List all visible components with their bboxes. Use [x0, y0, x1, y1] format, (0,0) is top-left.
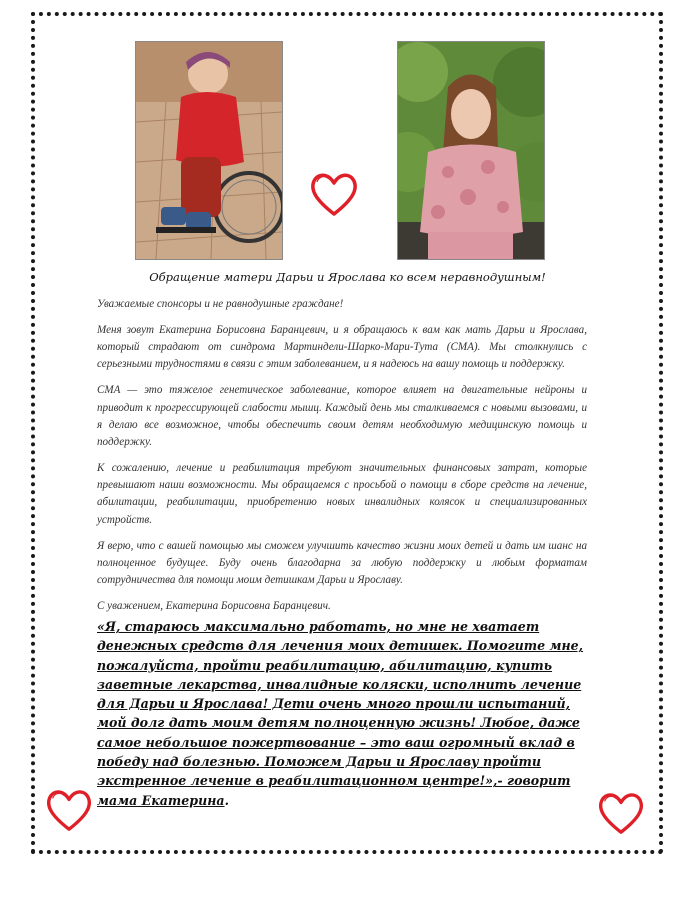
quote-end: .	[224, 792, 229, 808]
paragraph: Я верю, что с вашей помощью мы сможем улучшить качество жизни моих детей и дать им шанс на полноценное будущее. Буду очень благодарна за любую поддержку и любым форматам сотрудничества для помощи моим детишкам Дарьи и Ярославу.	[97, 539, 587, 587]
photo-yaroslav	[135, 41, 283, 260]
paragraph: Меня зовут Екатерина Борисовна Баранцевич, и я обращаюсь к вам как мать Дарьи и Ярослава, который страдают от синдрома Мартиндели-Шарко-Мари-Тута (СМА). Мы столкнулись с серьезными трудностями в связи с этим заболеванием, и я надеюсь на вашу помощь и поддержку.	[97, 324, 587, 371]
letter-body	[97, 296, 587, 624]
photo-daria	[397, 41, 545, 260]
heart-icon	[596, 788, 646, 838]
paragraph: К сожалению, лечение и реабилитация требуют значительных финансовых затрат, которые превышают наши возможности. Мы обращаемся с просьбой о помощи в сборе средств на лечение, абилитации, реабилитации, приобретению новых инвалидных колясок и специализированных устройств.	[97, 462, 587, 526]
quote-text: «Я, стараюсь максимально работать, но мне не хватает денежных средств для лечения моих детишек. Помогите мне, пожалуйста, пройти реабилитацию, абилитацию, купить заветные лекарства, инвалидные коляски, исполнить лечение для Дарьи и Ярослава! Дети очень много прошли испытаний, мой долг дать моим детям полноценную жизнь! Любое, даже самое небольшое пожертвование – это ваш огромный вклад в победу над болезнью. Поможем Дарьи и Ярославу пройти экстренное лечение в реабилитационном центре!»,- говорит мама Екатерина	[97, 619, 584, 808]
signature: С уважением, Екатерина Борисовна Баранцевич.	[97, 600, 331, 613]
appeal-quote	[97, 617, 597, 810]
page-title: Обращение матери Дарьи и Ярослава ко всем неравнодушным!	[149, 270, 546, 284]
heart-icon	[44, 785, 94, 835]
greeting: Уважаемые спонсоры и не равнодушные граждане!	[97, 298, 344, 310]
heart-icon	[308, 168, 360, 220]
paragraph: СМА — это тяжелое генетическое заболевание, которое влияет на двигательные нейроны и приводит к прогрессирующей слабости мышц. Каждый день мы сталкиваемся с новыми вызовами, и я делаю все возможное, чтобы обеспечить своим детям необходимую медицинскую помощь и поддержку.	[97, 384, 587, 449]
